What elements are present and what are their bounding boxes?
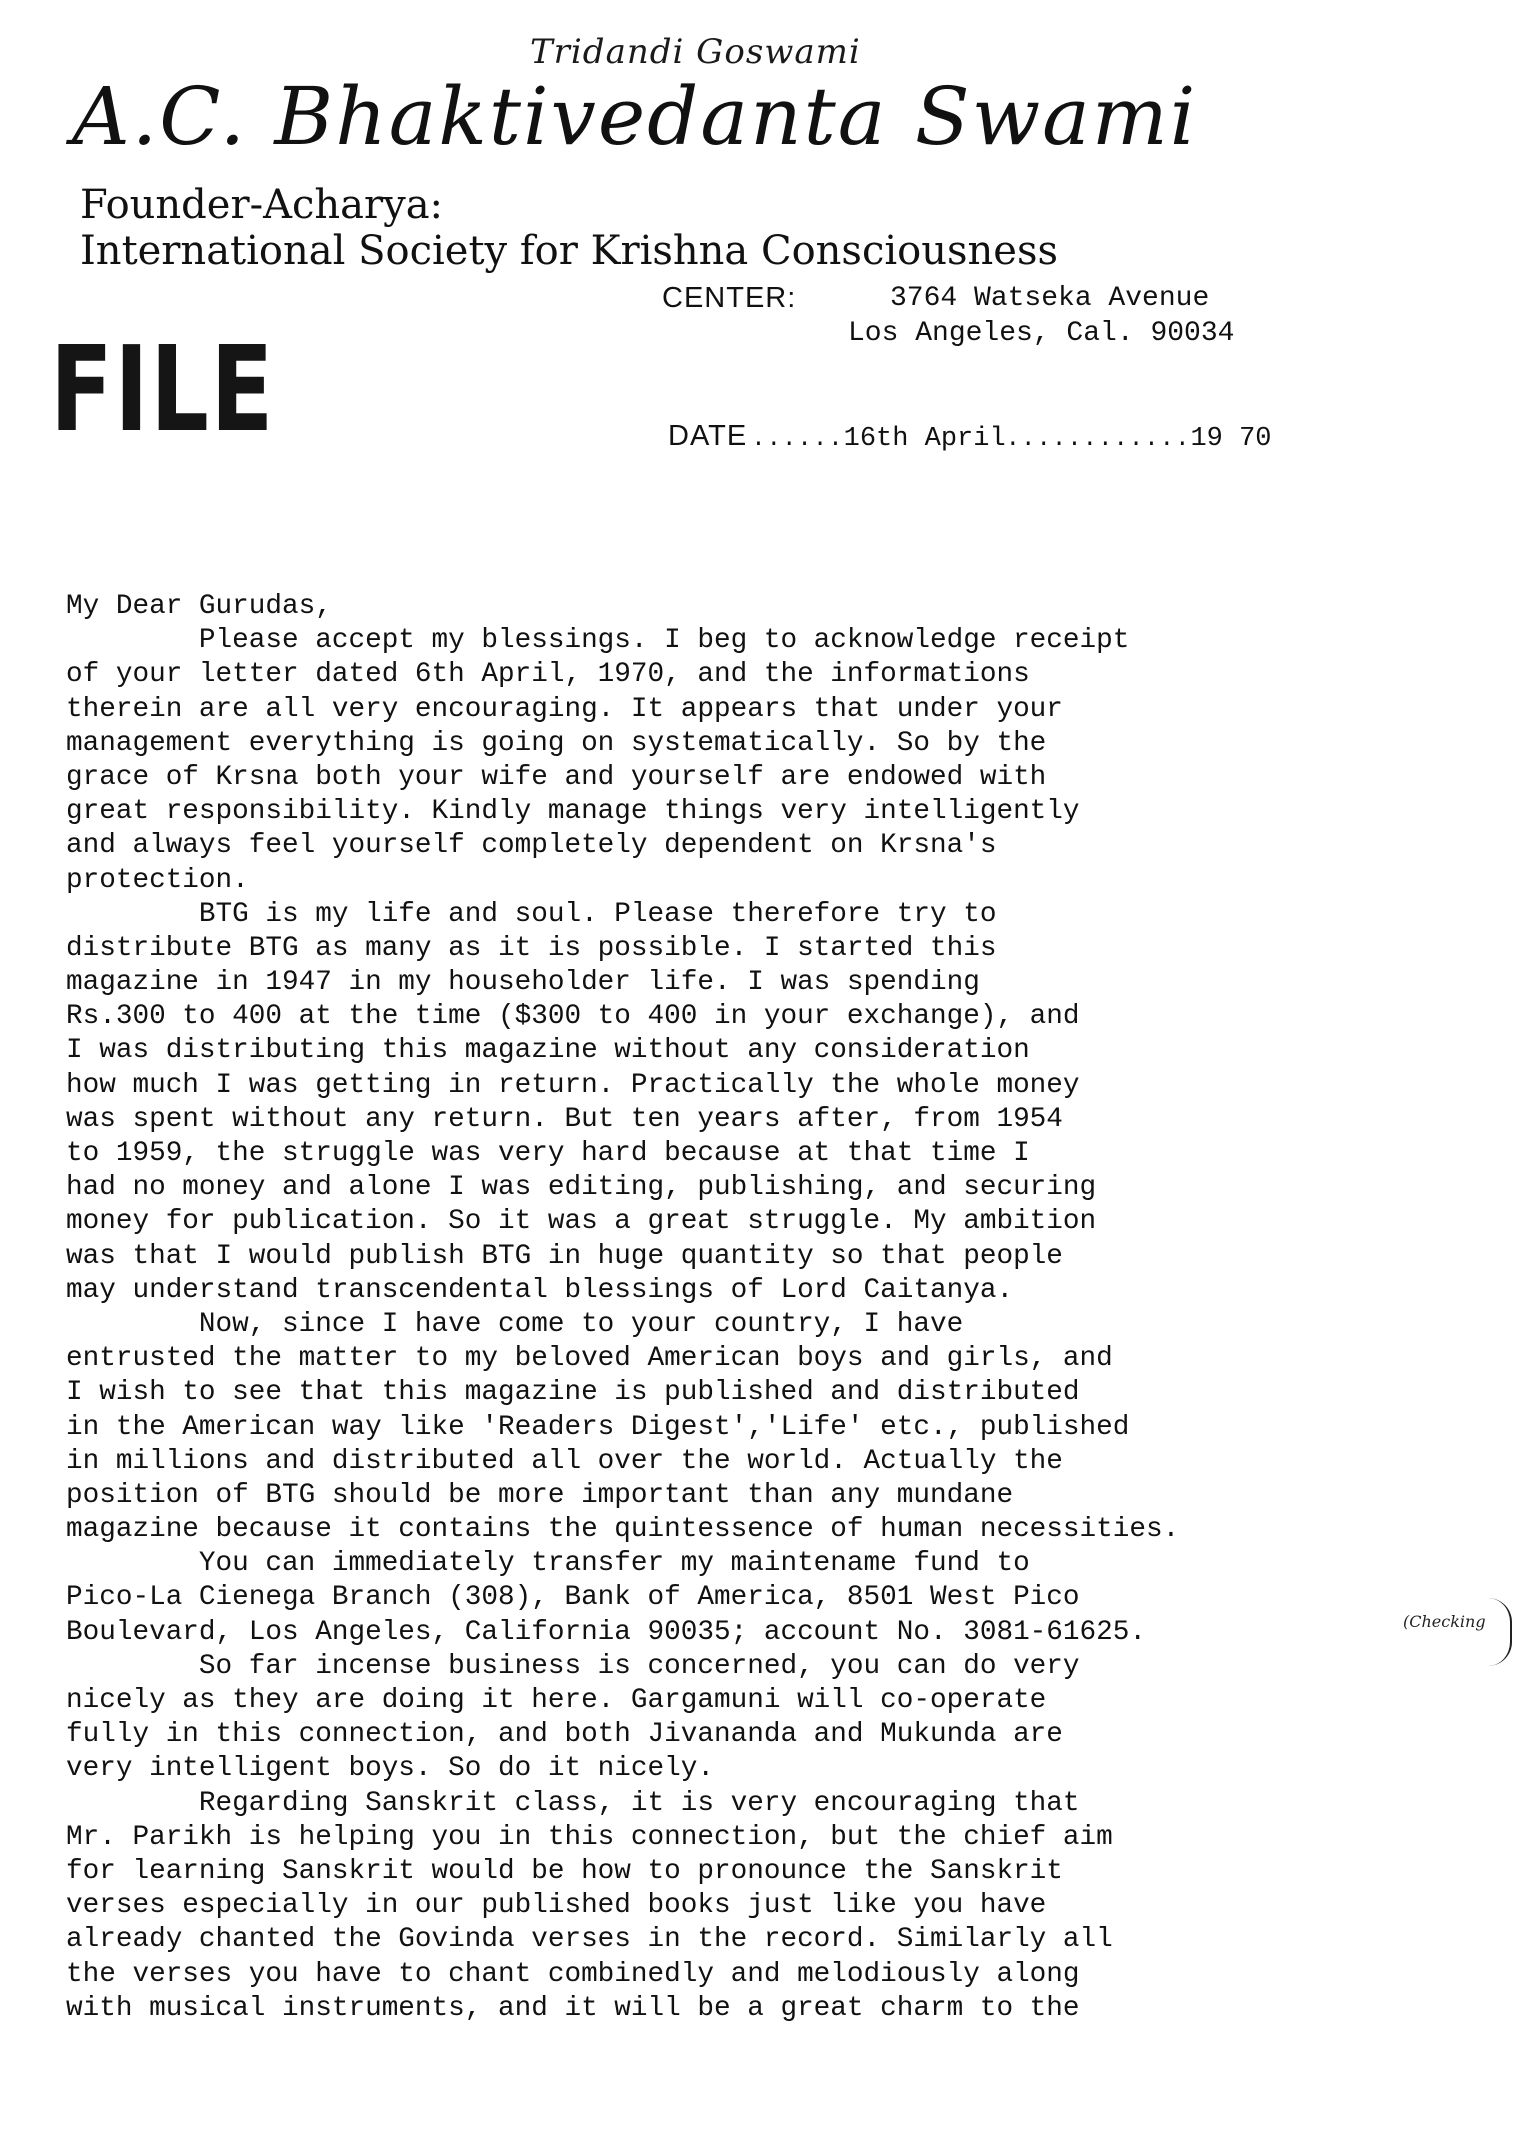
letter-line: for learning Sanskrit would be how to pronounce the Sanskrit — [66, 1855, 1063, 1887]
letter-line: I was distributing this magazine without any consideration — [66, 1035, 1030, 1067]
letter-line: how much I was getting in return. Practically the whole money — [66, 1069, 1080, 1101]
letter-line: protection. — [66, 864, 249, 896]
letter-line: of your letter dated 6th April, 1970, and the informations — [66, 659, 1030, 691]
letter-line: great responsibility. Kindly manage things very intelligently — [66, 796, 1080, 828]
letterhead-name: A.C. Bhaktivedanta Swami — [72, 70, 1198, 163]
margin-note: (Checking — [1403, 1612, 1486, 1631]
letter-line: may understand transcendental blessings of Lord Caitanya. — [66, 1274, 1014, 1306]
letter-line: had no money and alone I was editing, publishing, and securing — [66, 1172, 1097, 1204]
letter-line: Pico-La Cienega Branch (308), Bank of America, 8501 West Pico — [66, 1582, 1080, 1614]
margin-bracket — [1488, 1598, 1512, 1666]
letter-line: management everything is going on systematically. So by the — [66, 727, 1047, 759]
letter-line: I wish to see that this magazine is published and distributed — [66, 1377, 1080, 1409]
letter-line: So far incense business is concerned, you can do very — [66, 1650, 1080, 1682]
date-row — [668, 420, 1272, 454]
letter-line: with musical instruments, and it will be a great charm to the — [66, 1992, 1080, 2024]
letter-line: therein are all very encouraging. It appears that under your — [66, 693, 1063, 725]
letter-line: position of BTG should be more important than any mundane — [66, 1479, 1014, 1511]
letter-line: fully in this connection, and both Jivananda and Mukunda are — [66, 1719, 1063, 1751]
letter-line: My Dear Gurudas, — [66, 591, 332, 622]
letter-line: to 1959, the struggle was very hard because at that time I — [66, 1138, 1030, 1169]
letterhead-society: International Society for Krishna Consciousness — [80, 228, 1059, 274]
letter-line: Boulevard, Los Angeles, California 90035; account No. 3081-61625. — [66, 1616, 1146, 1648]
letter-line: was that I would publish BTG in huge quantity so that people — [66, 1240, 1063, 1272]
letter-line: grace of Krsna both your wife and yourself are endowed with — [66, 761, 1047, 793]
letter-line: already chanted the Govinda verses in the record. Similarly all — [66, 1924, 1113, 1956]
letter-line: and always feel yourself completely dependent on Krsna's — [66, 830, 997, 862]
letter-line: Please accept my blessings. I beg to acknowledge receipt — [66, 625, 1130, 657]
letter-line: money for publication. So it was a great struggle. My ambition — [66, 1206, 1097, 1238]
letter-line: magazine because it contains the quintessence of human necessities. — [66, 1514, 1180, 1546]
letter-line: Regarding Sanskrit class, it is very encouraging that — [66, 1787, 1080, 1819]
letter-line: magazine in 1947 in my householder life. I was spending — [66, 967, 980, 999]
letterhead-tridandi: Tridandi Goswami — [530, 32, 861, 72]
letter-line: You can immediately transfer my maintename fund to — [66, 1548, 1030, 1580]
letter-line: was spent without any return. But ten years after, from 1954 — [66, 1103, 1063, 1135]
letter-body — [66, 590, 1179, 2026]
letter-line: distribute BTG as many as it is possible. I started this — [66, 932, 997, 964]
date-dots: ............ — [1005, 426, 1191, 453]
center-label: CENTER: — [662, 282, 797, 314]
letter-line: BTG is my life and soul. Please therefore try to — [66, 898, 997, 930]
letter-line: Mr. Parikh is helping you in this connection, but the chief aim — [66, 1821, 1113, 1853]
letter-line: verses especially in our published books just like you have — [66, 1890, 1047, 1922]
letter-line: Rs.300 to 400 at the time ($300 to 400 in your exchange), and — [66, 1001, 1080, 1033]
letterhead-founder: Founder-Acharya: — [80, 182, 444, 228]
letter-line: in the American way like 'Readers Digest','Life' etc., published — [66, 1411, 1130, 1443]
letter-line: very intelligent boys. So do it nicely. — [66, 1753, 714, 1785]
date-dots: ...... — [751, 426, 844, 453]
date-value: 16th April — [843, 424, 1006, 454]
letter-line: in millions and distributed all over the world. Actually the — [66, 1445, 1063, 1477]
center-address-line1: 3764 Watseka Avenue — [890, 283, 1210, 314]
letter-line: Now, since I have come to your country, I have — [66, 1308, 964, 1340]
letter-line: nicely as they are doing it here. Gargamuni will co-operate — [66, 1685, 1047, 1716]
date-label: DATE — [668, 420, 748, 452]
letter-line: entrusted the matter to my beloved American boys and girls, and — [66, 1343, 1113, 1375]
date-year: 19 70 — [1190, 424, 1272, 454]
letter-line: the verses you have to chant combinedly and melodiously along — [66, 1958, 1080, 1990]
file-stamp: FILE — [50, 320, 275, 458]
center-address-line2: Los Angeles, Cal. 90034 — [848, 318, 1235, 349]
